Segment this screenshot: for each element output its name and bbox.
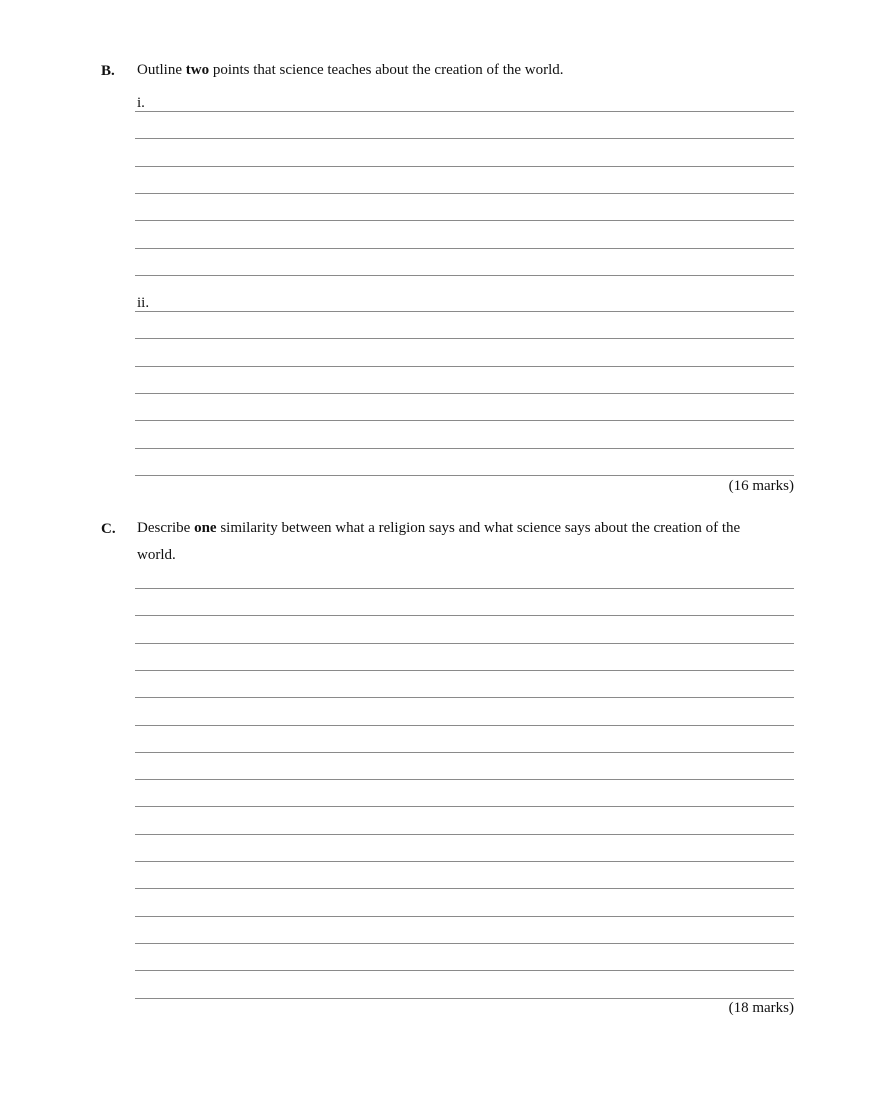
question-b-text (137, 57, 797, 84)
answer-line[interactable] (135, 998, 794, 999)
question-b-text-before: Outline (137, 62, 186, 78)
answer-line[interactable] (135, 248, 794, 249)
answer-line[interactable] (135, 970, 794, 971)
question-b-label: B. (101, 63, 115, 79)
answer-line[interactable] (135, 275, 794, 276)
answer-line[interactable] (135, 420, 794, 421)
answer-line[interactable] (135, 806, 794, 807)
question-b-marks: (16 marks) (728, 478, 794, 494)
answer-line[interactable] (135, 643, 794, 644)
answer-line[interactable] (135, 475, 794, 476)
answer-line[interactable] (135, 448, 794, 449)
answer-line[interactable] (135, 697, 794, 698)
question-b-part-i-label: i. (137, 95, 145, 111)
answer-line[interactable] (135, 338, 794, 339)
answer-line[interactable] (135, 834, 794, 835)
question-c-marks: (18 marks) (728, 1000, 794, 1016)
answer-line[interactable] (135, 220, 794, 221)
answer-line[interactable] (135, 311, 794, 312)
answer-line[interactable] (135, 916, 794, 917)
question-b-part-ii-label: ii. (137, 295, 150, 311)
question-c-text-bold: one (194, 520, 217, 536)
question-c-text-before: Describe (137, 520, 195, 536)
question-c-text (137, 515, 777, 569)
answer-line[interactable] (135, 166, 794, 167)
answer-line[interactable] (135, 725, 794, 726)
answer-line[interactable] (135, 861, 794, 862)
answer-line[interactable] (135, 670, 794, 671)
answer-line[interactable] (135, 588, 794, 589)
answer-line[interactable] (135, 138, 794, 139)
answer-line[interactable] (135, 366, 794, 367)
question-b-text-after: points that science teaches about the creation of the world. (209, 62, 564, 78)
answer-line[interactable] (135, 111, 794, 112)
answer-line[interactable] (135, 752, 794, 753)
answer-line[interactable] (135, 779, 794, 780)
answer-line[interactable] (135, 943, 794, 944)
question-c-text-after: similarity between what a religion says and what science says about the creation of the world. (137, 520, 741, 563)
answer-line[interactable] (135, 888, 794, 889)
answer-line[interactable] (135, 193, 794, 194)
question-c-label: C. (101, 521, 116, 537)
question-b-text-bold: two (185, 62, 210, 78)
answer-line[interactable] (135, 615, 794, 616)
answer-line[interactable] (135, 393, 794, 394)
